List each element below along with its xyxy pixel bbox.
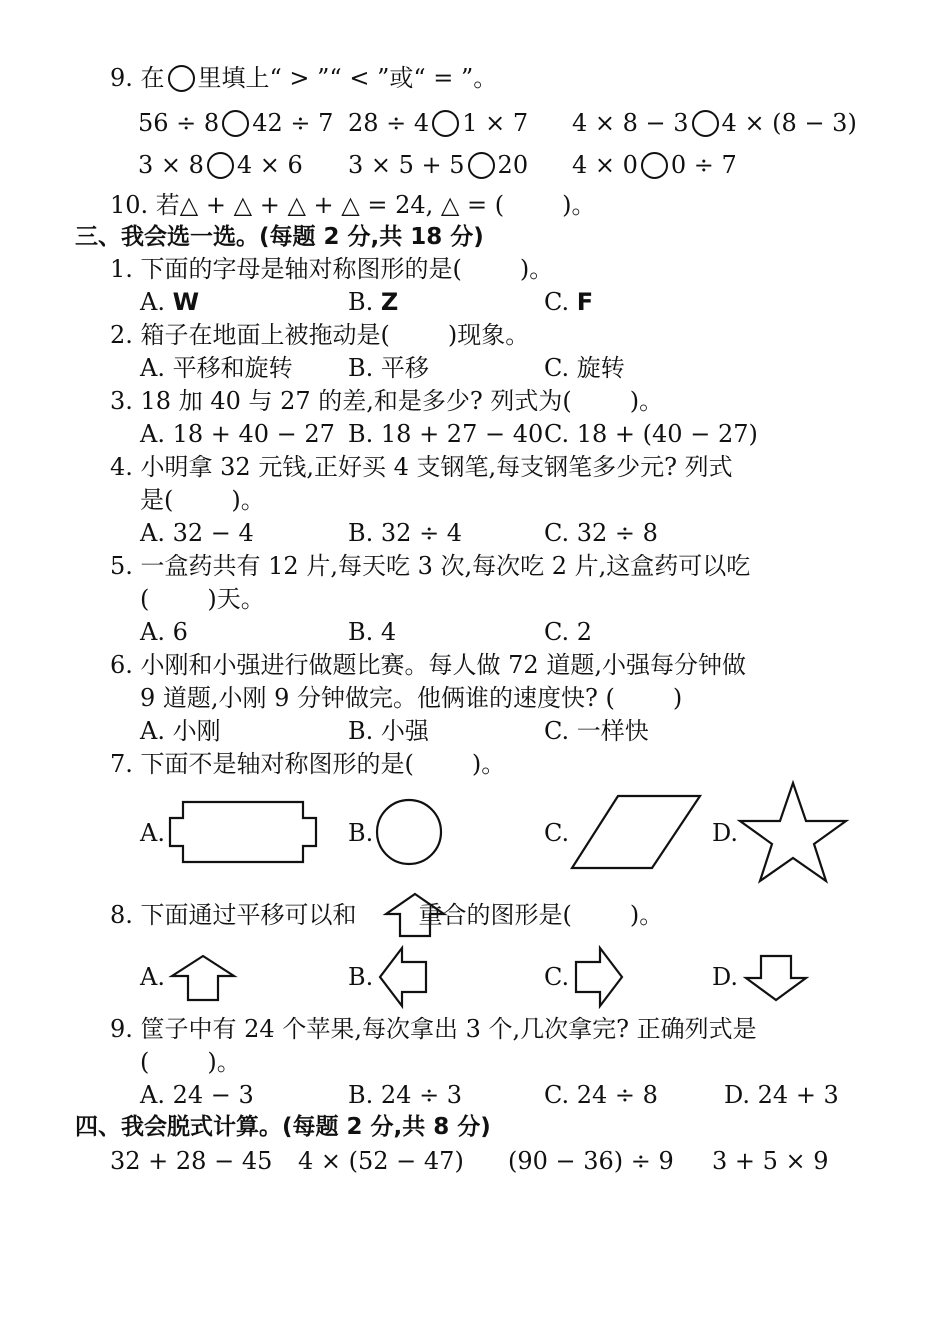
compare-item-3: 4 × 8 − 3 4 × (8 − 3) (572, 109, 857, 137)
section4-title: 四、我会脱式计算。(每题 2 分,共 8 分) (75, 1114, 491, 1140)
star-shape[interactable] (740, 781, 848, 883)
left-arrow-shape[interactable] (378, 946, 428, 1008)
calc-item-2: 4 × (52 − 47) (298, 1147, 464, 1175)
q8-stem: 8. 下面通过平移可以和 重合的图形是( )。 (110, 901, 664, 929)
q8-option-c-label[interactable]: C. (544, 963, 570, 991)
q3-option-a[interactable]: A. 18 + 40 − 27 (140, 420, 335, 448)
compare-circle[interactable] (692, 110, 719, 137)
compare-circle[interactable] (207, 152, 234, 179)
compare-item-1: 56 ÷ 8 42 ÷ 7 (138, 109, 334, 137)
q4-option-a[interactable]: A. 32 − 4 (140, 519, 254, 547)
q5-stem-cont: ( )天。 (140, 585, 265, 613)
q9-fill-prompt: 9. 在 里填上“ > ”“ < ”或“ = ”。 (110, 64, 498, 92)
down-arrow-shape[interactable] (744, 954, 808, 1002)
compare-circle[interactable] (641, 152, 668, 179)
q4-option-c[interactable]: C. 32 ÷ 8 (544, 519, 658, 547)
q7-option-b-label[interactable]: B. (348, 819, 374, 847)
compare-circle[interactable] (468, 152, 495, 179)
compare-item-4: 3 × 8 4 × 6 (138, 151, 303, 179)
calc-item-4: 3 + 5 × 9 (712, 1147, 829, 1175)
q8-option-b-label[interactable]: B. (348, 963, 374, 991)
q7-option-d-label[interactable]: D. (712, 819, 739, 847)
compare-circle[interactable] (432, 110, 459, 137)
circle-shape[interactable] (374, 797, 444, 867)
q2-option-b[interactable]: B. 平移 (348, 354, 429, 382)
up-arrow-shape-reference (384, 892, 446, 938)
q6-stem: 6. 小刚和小强进行做题比赛。每人做 72 道题,小强每分钟做 (110, 651, 746, 679)
q4-stem: 4. 小明拿 32 元钱,正好买 4 支钢笔,每支钢笔多少元? 列式 (110, 453, 733, 481)
q5-option-c[interactable]: C. 2 (544, 618, 593, 646)
q5-option-a[interactable]: A. 6 (140, 618, 188, 646)
notched-rectangle-shape[interactable] (168, 800, 318, 864)
q9-option-b[interactable]: B. 24 ÷ 3 (348, 1081, 463, 1109)
q1-option-b[interactable]: B. Z (348, 288, 399, 316)
compare-item-6: 4 × 0 0 ÷ 7 (572, 151, 737, 179)
q8-option-d-label[interactable]: D. (712, 963, 739, 991)
q2-option-a[interactable]: A. 平移和旋转 (140, 354, 293, 382)
q9-option-a[interactable]: A. 24 − 3 (140, 1081, 254, 1109)
calc-item-1: 32 + 28 − 45 (110, 1147, 273, 1175)
q6-option-b[interactable]: B. 小强 (348, 717, 429, 745)
up-arrow-shape[interactable] (170, 954, 236, 1002)
q3-option-b[interactable]: B. 18 + 27 − 40 (348, 420, 544, 448)
calc-item-3: (90 − 36) ÷ 9 (508, 1147, 674, 1175)
q2-stem: 2. 箱子在地面上被拖动是( )现象。 (110, 321, 530, 349)
q9-stem: 9. 筐子中有 24 个苹果,每次拿出 3 个,几次拿完? 正确列式是 (110, 1015, 757, 1043)
q3-option-c[interactable]: C. 18 + (40 − 27) (544, 420, 758, 448)
q7-option-a-label[interactable]: A. (140, 819, 165, 847)
q7-option-c-label[interactable]: C. (544, 819, 570, 847)
answer-circle[interactable] (168, 65, 195, 92)
q5-stem: 5. 一盒药共有 12 片,每天吃 3 次,每次吃 2 片,这盒药可以吃 (110, 552, 751, 580)
q4-stem-cont: 是( )。 (140, 486, 265, 514)
q8-option-a-label[interactable]: A. (140, 963, 165, 991)
q1-option-a[interactable]: A. W (140, 288, 200, 316)
compare-item-5: 3 × 5 + 5 20 (348, 151, 529, 179)
q7-stem: 7. 下面不是轴对称图形的是( )。 (110, 750, 506, 778)
q9-stem-cont: ( )。 (140, 1048, 241, 1076)
q6-option-a[interactable]: A. 小刚 (140, 717, 221, 745)
q5-option-b[interactable]: B. 4 (348, 618, 397, 646)
compare-circle[interactable] (222, 110, 249, 137)
q1-option-c[interactable]: C. F (544, 288, 594, 316)
q6-option-c[interactable]: C. 一样快 (544, 717, 649, 745)
q4-option-b[interactable]: B. 32 ÷ 4 (348, 519, 463, 547)
q6-stem-cont: 9 道题,小刚 9 分钟做完。他俩谁的速度快? ( ) (140, 684, 683, 712)
q3-stem: 3. 18 加 40 与 27 的差,和是多少? 列式为( )。 (110, 387, 664, 415)
q10-stem: 10. 若△ + △ + △ + △ = 24, △ = ( )。 (110, 191, 596, 219)
parallelogram-shape[interactable] (570, 794, 702, 870)
compare-item-2: 28 ÷ 4 1 × 7 (348, 109, 529, 137)
q9-option-d[interactable]: D. 24 + 3 (724, 1081, 839, 1109)
section3-title: 三、我会选一选。(每题 2 分,共 18 分) (75, 224, 484, 250)
q2-option-c[interactable]: C. 旋转 (544, 354, 625, 382)
q1-stem: 1. 下面的字母是轴对称图形的是( )。 (110, 255, 554, 283)
q9-option-c[interactable]: C. 24 ÷ 8 (544, 1081, 658, 1109)
right-arrow-shape[interactable] (574, 946, 624, 1008)
